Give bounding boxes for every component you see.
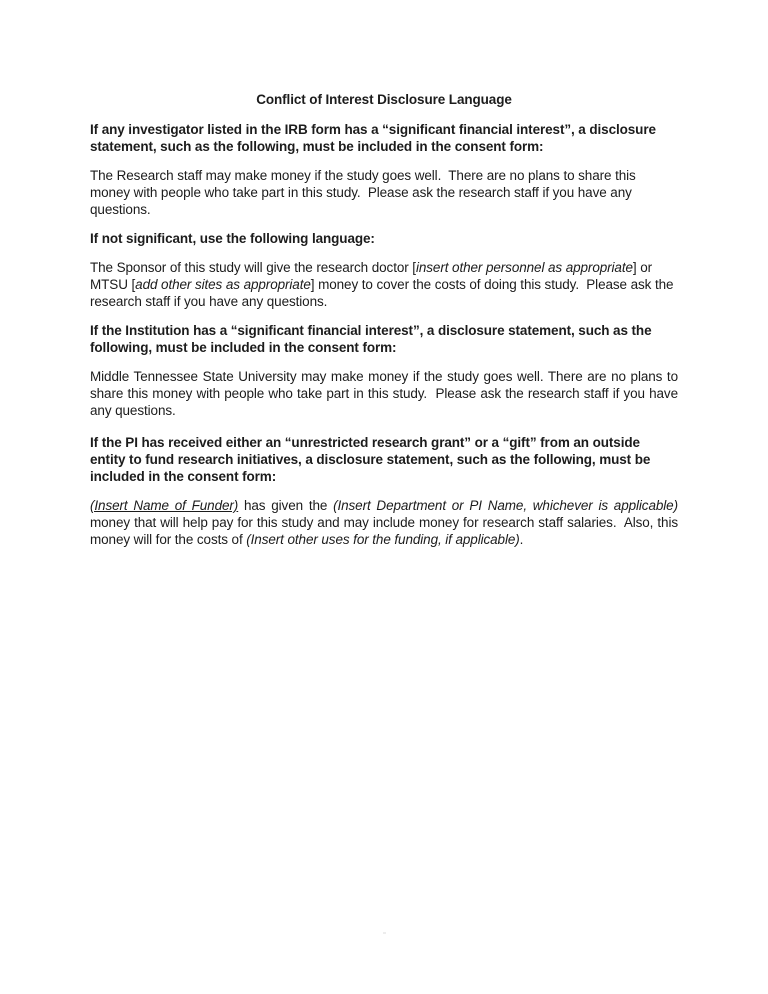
text-run: If the Institution has a “significant financial interest”, a disclosure statement, such as the following, must be included in the consent form:	[90, 323, 656, 355]
heading-if-not-significant	[90, 230, 678, 247]
text-run: money that will help pay for this study and may include money for research staff salaries. Also, this money will for the costs of	[90, 498, 682, 547]
text-run: ] or MTSU [	[90, 260, 656, 292]
text-run: The Sponsor of this study will give the research doctor [	[90, 260, 416, 275]
text-run: If not significant, use the following language:	[90, 231, 375, 246]
body-funder-language	[90, 497, 682, 548]
text-run: The Research staff may make money if the study goes well. There are no plans to share this money with people who take part in this study. Please ask the research staff if you have any questions.	[90, 168, 640, 217]
body-sponsor-language	[90, 259, 678, 310]
scan-artifact-dot	[383, 932, 386, 934]
text-run: If any investigator listed in the IRB form has a “significant financial interest”, a disclosure statement, such as the following, must be included in the consent form:	[90, 122, 660, 154]
text-run: Middle Tennessee State University may make money if the study goes well. There are no plans to share this money with people who take part in this study. Please ask the research staff if you have any questions.	[90, 369, 682, 418]
text-run: ] money to cover the costs of doing this study. Please ask the research staff if you have any questions.	[90, 277, 678, 309]
body-mtsu-money	[90, 368, 682, 419]
text-run: has given the	[238, 498, 334, 513]
text-run-italic: (Insert Department or PI Name, whichever is applicable)	[333, 498, 678, 513]
heading-pi-grant-or-gift	[90, 434, 678, 485]
text-run: If the PI has received either an “unrestricted research grant” or a “gift” from an outside entity to fund research initiatives, a disclosure statement, such as the following, must be included in the consent form:	[90, 435, 654, 484]
text-run-italic: add other sites as appropriate	[135, 277, 311, 292]
text-run-italic: insert other personnel as appropriate	[415, 260, 633, 275]
text-run-italic: (Insert other uses for the funding, if applicable)	[246, 532, 520, 547]
text-run: .	[519, 532, 524, 547]
document-title: Conflict of Interest Disclosure Language	[256, 92, 512, 107]
text-run-italic-underline: (Insert Name of Funder)	[90, 498, 239, 513]
heading-institution-significant-interest	[90, 322, 678, 356]
body-research-staff-money	[90, 167, 678, 218]
heading-investigator-significant-interest	[90, 121, 678, 155]
